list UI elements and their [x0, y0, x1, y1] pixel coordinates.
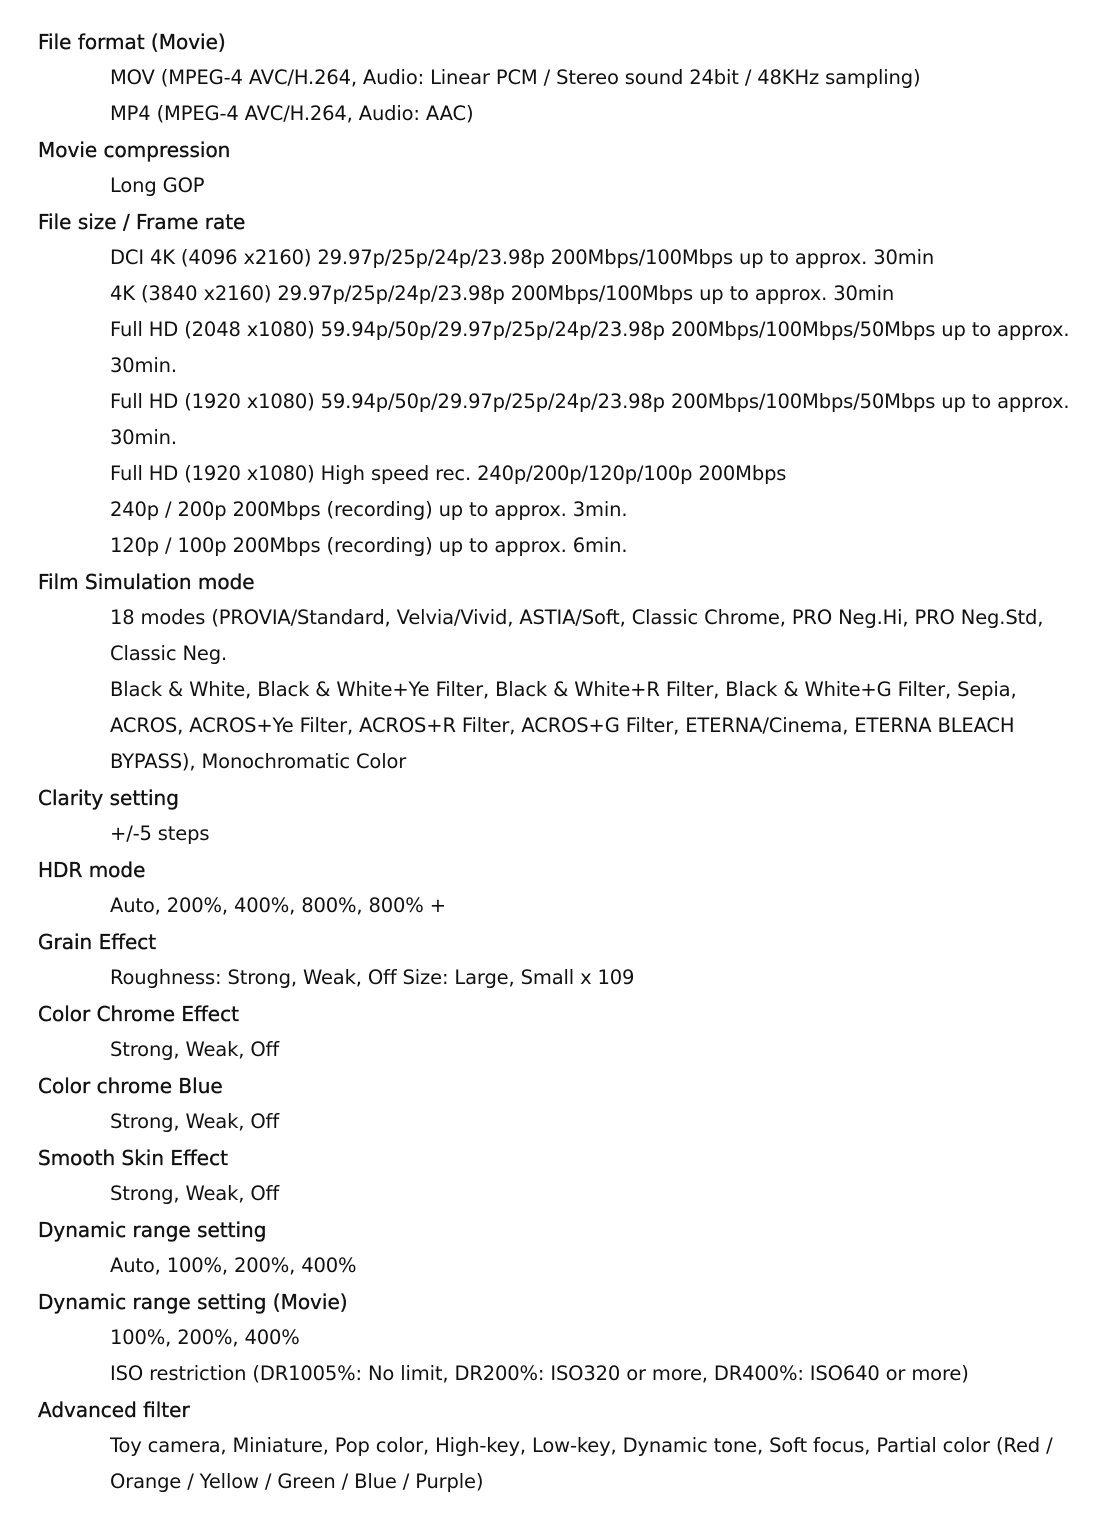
spec-title: Grain Effect — [38, 930, 157, 954]
spec-value: Auto, 100%, 200%, 400% — [110, 1254, 357, 1277]
spec-grain-effect — [0, 924, 1120, 996]
spec-value: MOV (MPEG-4 AVC/H.264, Audio: Linear PCM / Stereo sound 24bit / 48KHz sampling) — [110, 66, 921, 89]
spec-title: Dynamic range setting — [38, 1218, 267, 1242]
spec-dynamic-range-setting-movie — [0, 1284, 1120, 1392]
spec-value: Roughness: Strong, Weak, Off Size: Large, Small x 109 — [110, 966, 635, 989]
spec-dynamic-range-setting — [0, 1212, 1120, 1284]
spec-value: Full HD (1920 x1080) High speed rec. 240p/200p/120p/100p 200Mbps — [110, 462, 787, 485]
spec-value: ISO restriction (DR1005%: No limit, DR200%: ISO320 or more, DR400%: ISO640 or more) — [110, 1362, 969, 1385]
spec-title: Advanced filter — [38, 1398, 190, 1422]
spec-hdr-mode — [0, 852, 1120, 924]
spec-value: Full HD (1920 x1080) 59.94p/50p/29.97p/25p/24p/23.98p 200Mbps/100Mbps/50Mbps up to approx. 30min. — [110, 390, 1070, 449]
spec-value: DCI 4K (4096 x2160) 29.97p/25p/24p/23.98p 200Mbps/100Mbps up to approx. 30min — [110, 246, 935, 269]
spec-value: Toy camera, Miniature, Pop color, High-key, Low-key, Dynamic tone, Soft focus, Partial color (Red / Orange / Yellow / Green / Blue / Purple) — [110, 1434, 1053, 1493]
spec-value: Long GOP — [110, 174, 205, 197]
spec-value: Strong, Weak, Off — [110, 1182, 279, 1205]
spec-value: 4K (3840 x2160) 29.97p/25p/24p/23.98p 200Mbps/100Mbps up to approx. 30min — [110, 282, 895, 305]
spec-title: HDR mode — [38, 858, 146, 882]
spec-file-format-movie — [0, 24, 1120, 132]
spec-film-simulation-mode — [0, 564, 1120, 780]
spec-value: 240p / 200p 200Mbps (recording) up to approx. 3min. — [110, 498, 628, 521]
spec-color-chrome-effect — [0, 996, 1120, 1068]
spec-smooth-skin-effect — [0, 1140, 1120, 1212]
spec-title: Clarity setting — [38, 786, 179, 810]
spec-document — [0, 24, 1120, 1500]
spec-value: 120p / 100p 200Mbps (recording) up to approx. 6min. — [110, 534, 628, 557]
spec-title: Color chrome Blue — [38, 1074, 223, 1098]
spec-title: File format (Movie) — [38, 30, 226, 54]
spec-clarity-setting — [0, 780, 1120, 852]
spec-value: 18 modes (PROVIA/Standard, Velvia/Vivid, ASTIA/Soft, Classic Chrome, PRO Neg.Hi, PRO Neg.Std, Classic Neg. — [110, 606, 1044, 665]
spec-value: Strong, Weak, Off — [110, 1038, 279, 1061]
spec-value: Strong, Weak, Off — [110, 1110, 279, 1133]
spec-value: MP4 (MPEG-4 AVC/H.264, Audio: AAC) — [110, 102, 474, 125]
spec-title: Movie compression — [38, 138, 231, 162]
spec-value: 100%, 200%, 400% — [110, 1326, 300, 1349]
spec-title: File size / Frame rate — [38, 210, 246, 234]
spec-value: Full HD (2048 x1080) 59.94p/50p/29.97p/25p/24p/23.98p 200Mbps/100Mbps/50Mbps up to approx. 30min. — [110, 318, 1070, 377]
spec-title: Smooth Skin Effect — [38, 1146, 228, 1170]
spec-title: Dynamic range setting (Movie) — [38, 1290, 348, 1314]
spec-value: Black & White, Black & White+Ye Filter, Black & White+R Filter, Black & White+G Filter, Sepia, ACROS, ACROS+Ye Filter, ACROS+R Filter, ACROS+G Filter, ETERNA/Cinema, ETERNA BLEACH BYPASS), Monochromatic Color — [110, 678, 1017, 773]
spec-value: Auto, 200%, 400%, 800%, 800% + — [110, 894, 446, 917]
spec-color-chrome-blue — [0, 1068, 1120, 1140]
spec-advanced-filter — [0, 1392, 1120, 1500]
spec-title: Color Chrome Effect — [38, 1002, 239, 1026]
spec-value: +/-5 steps — [110, 822, 210, 845]
spec-movie-compression — [0, 132, 1120, 204]
spec-title: Film Simulation mode — [38, 570, 255, 594]
spec-file-size-frame-rate — [0, 204, 1120, 564]
